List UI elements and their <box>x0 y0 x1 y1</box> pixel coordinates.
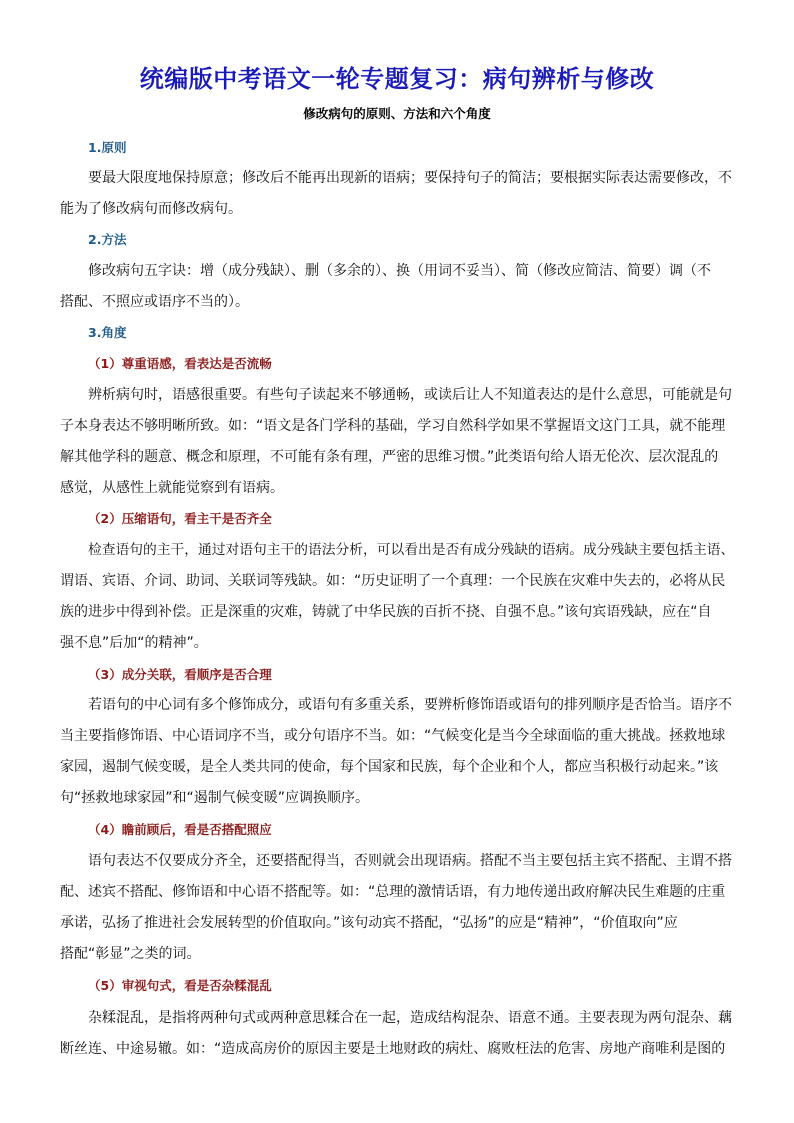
paragraph-line: 强不息”后加“的精神”。 <box>60 635 208 651</box>
paragraph-line: 解其他学科的题意、概念和原理，不可能有条有理，严密的思维习惯。”此类语句给人语无伦次、层次混乱的 <box>60 449 719 465</box>
paragraph-line: 感觉，从感性上就能觉察到有语病。 <box>60 480 284 496</box>
angle-heading-2: （2）压缩语句，看主干是否齐全 <box>88 511 272 526</box>
paragraph-line: 配、述宾不搭配、修饰语和中心语不搭配等。如：“总理的激情话语，有力地传递出政府解决民生难题的庄重 <box>60 884 726 900</box>
paragraph-line: 当主要指修饰语、中心语词序不当，或分句语序不当。如：“气候变化是当今全球面临的重大挑战。拯救地球 <box>60 728 726 744</box>
page-subtitle: 修改病句的原则、方法和六个角度 <box>303 106 491 121</box>
angle-heading-3: （3）成分关联，看顺序是否合理 <box>88 667 272 682</box>
paragraph-line: 检查语句的主干，通过对语句主干的语法分析，可以看出是否有成分残缺的语病。成分残缺主要包括主语、 <box>88 542 735 558</box>
paragraph-line: 辨析病句时，语感很重要。有些句子读起来不够通畅，或读后让人不知道表达的是什么意思，可能就是句 <box>88 387 732 403</box>
section-heading-angle: 3.角度 <box>88 325 127 340</box>
paragraph-line: 承诺，弘扬了推进社会发展转型的价值取向。”该句动宾不搭配，“弘扬”的应是“精神”，“价值取向”应 <box>60 915 678 931</box>
paragraph-line: 谓语、宾语、介词、助词、关联词等残缺。如：“历史证明了一个真理：一个民族在灾难中失去的，必将从民 <box>60 573 726 589</box>
paragraph-line: 若语句的中心词有多个修饰成分，或语句有多重关系，要辨析修饰语或语句的排列顺序是否恰当。语序不 <box>88 697 732 713</box>
angle-heading-5: （5）审视句式，看是否杂糅混乱 <box>88 978 272 993</box>
paragraph-line: 族的进步中得到补偿。正是深重的灾难，铸就了中华民族的百折不挠、自强不息。”该句宾语残缺，应在“自 <box>60 604 712 620</box>
paragraph-line: 断丝连、中途易辙。如：“造成高房价的原因主要是土地财政的病灶、腐败枉法的危害、房地产商唯利是图的 <box>60 1041 726 1057</box>
section-heading-principle: 1.原则 <box>88 140 127 155</box>
angle-heading-4: （4）瞻前顾后，看是否搭配照应 <box>88 822 272 837</box>
paragraph-line: 修改病句五字诀：增（成分残缺）、删（多余的）、换（用词不妥当）、简（修改应简洁、简要）调（不 <box>88 263 711 279</box>
paragraph-line: 要最大限度地保持原意；修改后不能再出现新的语病；要保持句子的简洁；要根据实际表达需要修改，不 <box>88 170 732 186</box>
paragraph-line: 子本身表达不够明晰所致。如：“语文是各门学科的基础，学习自然科学如果不掌握语文这门工具，就不能理 <box>60 418 726 434</box>
paragraph-line: 搭配、不照应或语序不当的）。 <box>60 294 249 310</box>
paragraph-line: 杂糅混乱，是指将两种句式或两种意思糅合在一起，造成结构混杂、语意不通。主要表现为两句混杂、藕 <box>88 1010 732 1026</box>
page-title: 统编版中考语文一轮专题复习：病句辨析与修改 <box>139 65 655 93</box>
paragraph-line: 能为了修改病句而修改病句。 <box>60 201 242 217</box>
section-heading-method: 2.方法 <box>88 232 127 247</box>
paragraph-line: 家园，遏制气候变暖，是全人类共同的使命，每个国家和民族，每个企业和个人，都应当积极行动起来。”该 <box>60 759 719 775</box>
paragraph-line: 搭配“彰显”之类的词。 <box>60 946 201 962</box>
paragraph-line: 语句表达不仅要成分齐全，还要搭配得当，否则就会出现语病。搭配不当主要包括主宾不搭配、主谓不搭 <box>88 853 732 869</box>
angle-heading-1: （1）尊重语感，看表达是否流畅 <box>88 356 272 371</box>
paragraph-line: 句“拯救地球家园”和“遏制气候变暖”应调换顺序。 <box>60 790 370 806</box>
